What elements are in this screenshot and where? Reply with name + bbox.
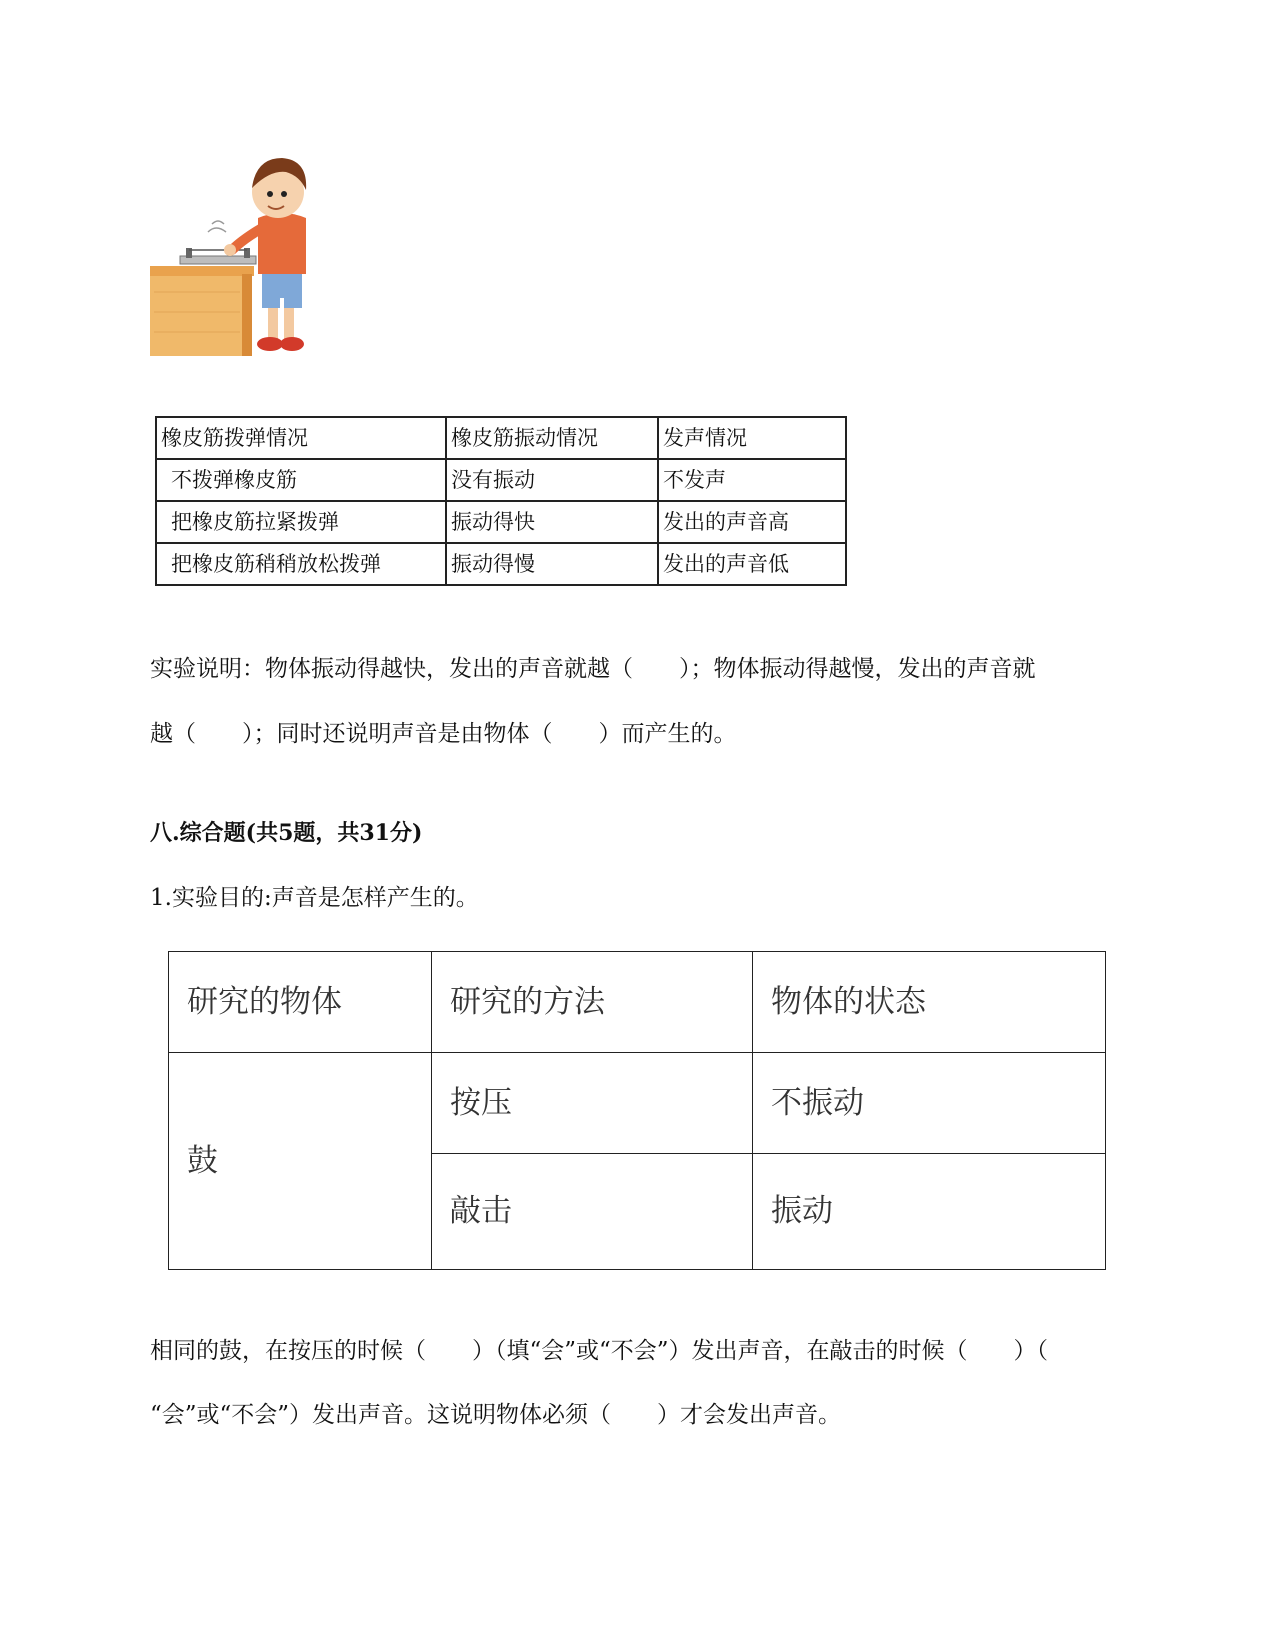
table-cell: 没有振动 — [446, 459, 658, 501]
question-1-text-line-1: 相同的鼓，在按压的时候（ ）（填“会”或“不会”）发出声音，在敲击的时候（ ）（ — [150, 1338, 1049, 1364]
table-cell: 振动得快 — [446, 501, 658, 543]
table-cell: 不振动 — [753, 1053, 1106, 1154]
table-header-row — [169, 952, 1106, 1053]
table-cell: 敲击 — [432, 1154, 753, 1270]
experiment-explanation-line-1: 实验说明：物体振动得越快，发出的声音就越（ ）；物体振动得越慢，发出的声音就 — [150, 656, 1036, 682]
experiment-explanation-line-2: 越（ ）；同时还说明声音是由物体（ ）而产生的。 — [150, 721, 737, 747]
table-cell: 把橡皮筋拉紧拨弹 — [156, 501, 446, 543]
table-row — [156, 501, 846, 543]
question-1-text-line-2: “会”或“不会”）发出声音。这说明物体必须（ ）才会发出声音。 — [150, 1402, 842, 1428]
section-heading: 八.综合题(共5题，共31分) — [150, 820, 423, 846]
boy-plucking-rubber-band-illustration — [150, 152, 310, 356]
table-cell: 发出的声音低 — [658, 543, 846, 585]
table-header-cell: 研究的方法 — [432, 952, 753, 1053]
table-row — [156, 543, 846, 585]
table-header-cell: 橡皮筋拨弹情况 — [156, 417, 446, 459]
rubber-band-experiment-table — [155, 416, 847, 586]
table-cell: 不发声 — [658, 459, 846, 501]
question-1-title: 1.实验目的:声音是怎样产生的。 — [150, 885, 479, 911]
table-header-cell: 发声情况 — [658, 417, 846, 459]
table-header-row — [156, 417, 846, 459]
table-cell: 按压 — [432, 1053, 753, 1154]
table-cell: 发出的声音高 — [658, 501, 846, 543]
table-header-cell: 物体的状态 — [753, 952, 1106, 1053]
table-cell-object: 鼓 — [169, 1053, 432, 1270]
table-cell: 把橡皮筋稍稍放松拨弹 — [156, 543, 446, 585]
table-cell: 不拨弹橡皮筋 — [156, 459, 446, 501]
table-header-cell: 研究的物体 — [169, 952, 432, 1053]
table-cell: 振动 — [753, 1154, 1106, 1270]
drum-experiment-table — [168, 951, 1106, 1270]
table-row — [156, 459, 846, 501]
table-header-cell: 橡皮筋振动情况 — [446, 417, 658, 459]
table-cell: 振动得慢 — [446, 543, 658, 585]
table-row — [169, 1053, 1106, 1154]
